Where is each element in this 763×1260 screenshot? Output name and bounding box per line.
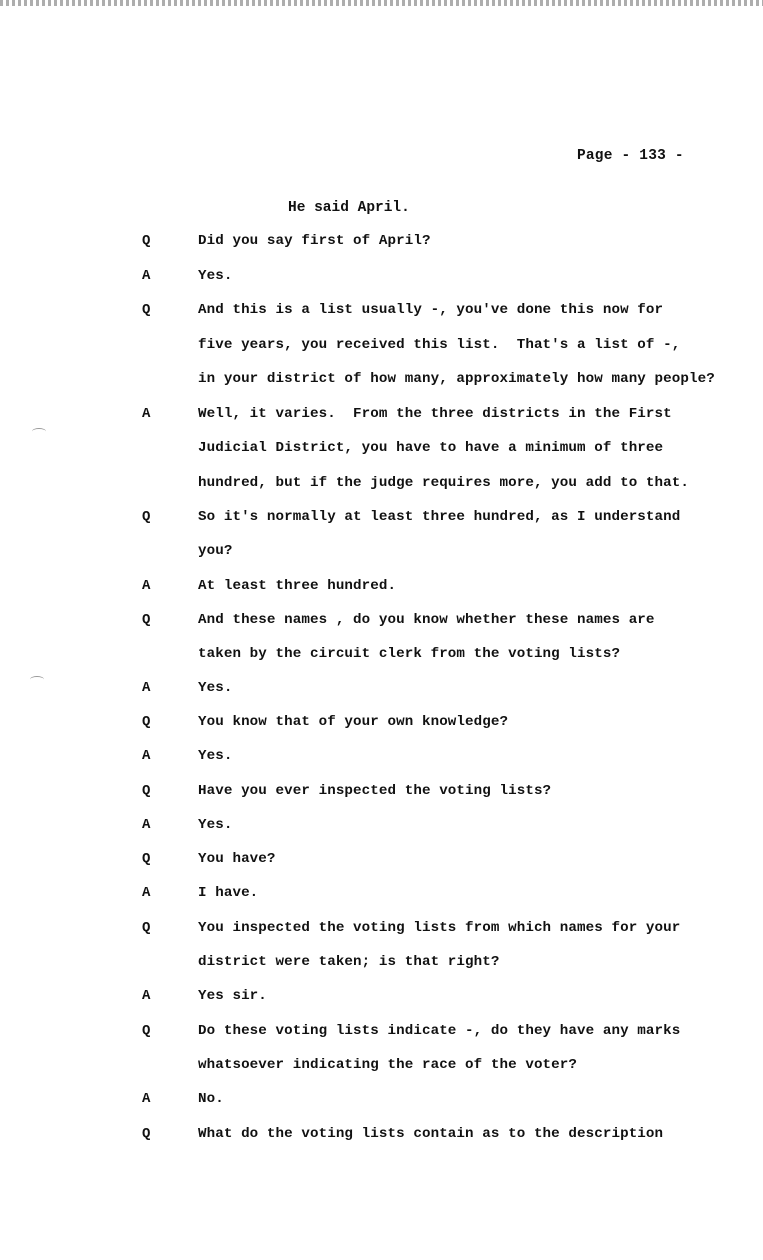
testimony-text: Yes sir. (198, 988, 267, 1004)
transcript-line (0, 302, 763, 322)
testimony-text: district were taken; is that right? (198, 954, 500, 970)
testimony-text: You have? (198, 851, 276, 867)
answer-marker: A (142, 578, 151, 594)
testimony-text: Well, it varies. From the three districts in the First (198, 406, 672, 422)
testimony-text: And these names , do you know whether these names are (198, 612, 655, 628)
testimony-text: I have. (198, 885, 259, 901)
question-marker: Q (142, 851, 151, 867)
testimony-text: Yes. (198, 817, 233, 833)
answer-marker: A (142, 406, 151, 422)
transcript-line (0, 578, 763, 598)
testimony-text: whatsoever indicating the race of the voter? (198, 1057, 578, 1073)
testimony-text: taken by the circuit clerk from the voting lists? (198, 646, 621, 662)
answer-marker: A (142, 268, 151, 284)
testimony-text: Yes. (198, 680, 233, 696)
transcript-line (0, 783, 763, 803)
question-marker: Q (142, 233, 151, 249)
testimony-text: At least three hundred. (198, 578, 397, 594)
testimony-text: hundred, but if the judge requires more, you add to that. (198, 475, 689, 491)
transcript-line (0, 440, 763, 460)
transcript-line (0, 714, 763, 734)
testimony-text: in your district of how many, approximately how many people? (198, 371, 715, 387)
transcript-line (0, 1057, 763, 1077)
answer-marker: A (142, 885, 151, 901)
transcript-line (0, 851, 763, 871)
transcript-line (0, 748, 763, 768)
transcript-line (0, 920, 763, 940)
answer-marker: A (142, 817, 151, 833)
question-marker: Q (142, 920, 151, 936)
answer-marker: A (142, 988, 151, 1004)
question-marker: Q (142, 509, 151, 525)
continuation-line: He said April. (288, 200, 410, 216)
transcript-line (0, 646, 763, 666)
transcript-line (0, 1023, 763, 1043)
transcript-line (0, 406, 763, 426)
testimony-text: So it's normally at least three hundred, as I understand (198, 509, 681, 525)
question-marker: Q (142, 783, 151, 799)
transcript-line (0, 1126, 763, 1146)
testimony-text: Judicial District, you have to have a minimum of three (198, 440, 664, 456)
transcript-line (0, 475, 763, 495)
answer-marker: A (142, 748, 151, 764)
testimony-text: Yes. (198, 748, 233, 764)
testimony-text: No. (198, 1091, 224, 1107)
testimony-text: Have you ever inspected the voting lists? (198, 783, 552, 799)
testimony-text: You know that of your own knowledge? (198, 714, 509, 730)
transcript-line (0, 337, 763, 357)
answer-marker: A (142, 680, 151, 696)
transcript-line (0, 233, 763, 253)
transcript-line (0, 1091, 763, 1111)
transcript-line (0, 268, 763, 288)
scan-top-border (0, 0, 763, 6)
transcript-line (0, 680, 763, 700)
testimony-text: Do these voting lists indicate -, do they have any marks (198, 1023, 681, 1039)
question-marker: Q (142, 714, 151, 730)
question-marker: Q (142, 302, 151, 318)
page-number: Page - 133 - (577, 148, 684, 164)
transcript-line (0, 988, 763, 1008)
transcript-line (0, 543, 763, 563)
transcript-line (0, 885, 763, 905)
transcript-line (0, 954, 763, 974)
margin-mark (32, 428, 46, 435)
question-marker: Q (142, 1023, 151, 1039)
testimony-text: Did you say first of April? (198, 233, 431, 249)
testimony-text: you? (198, 543, 233, 559)
answer-marker: A (142, 1091, 151, 1107)
testimony-text: What do the voting lists contain as to the description (198, 1126, 664, 1142)
testimony-text: And this is a list usually -, you've done this now for (198, 302, 664, 318)
transcript-line (0, 371, 763, 391)
question-marker: Q (142, 612, 151, 628)
testimony-text: five years, you received this list. That's a list of -, (198, 337, 681, 353)
testimony-text: Yes. (198, 268, 233, 284)
transcript-line (0, 817, 763, 837)
testimony-text: You inspected the voting lists from which names for your (198, 920, 681, 936)
transcript-line (0, 612, 763, 632)
transcript-line (0, 509, 763, 529)
question-marker: Q (142, 1126, 151, 1142)
